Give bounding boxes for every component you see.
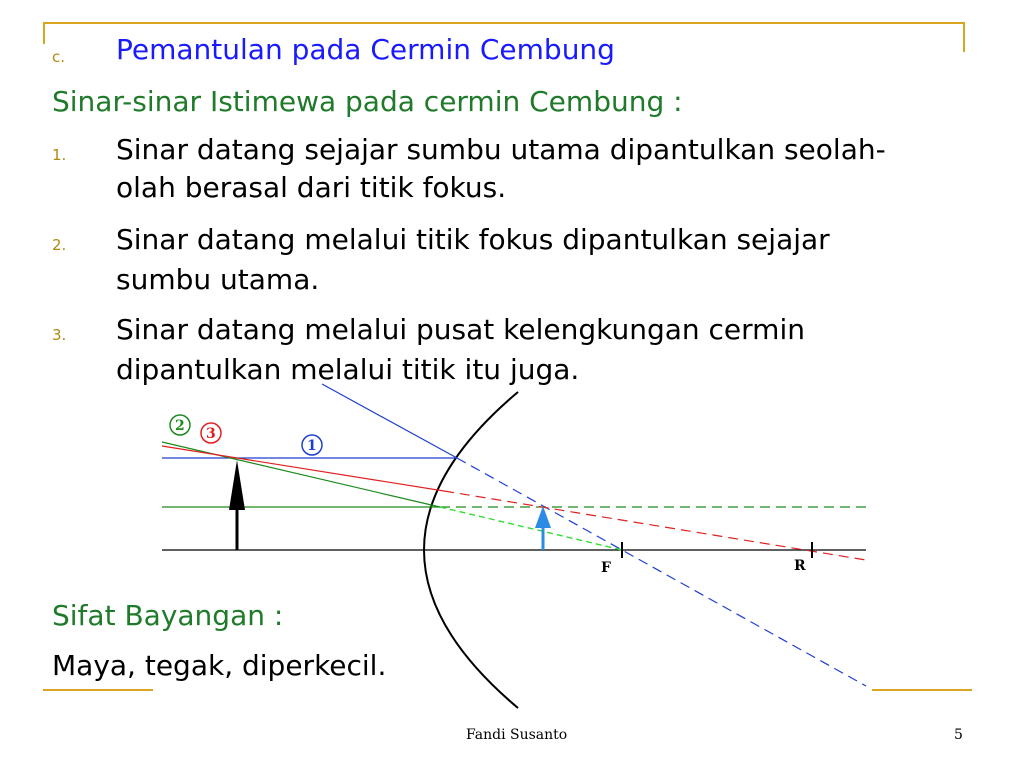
ray-3-label: 3 xyxy=(206,426,216,442)
item-3-line-2: dipantulkan melalui titik itu juga. xyxy=(116,353,580,386)
ray-2-virtual-extension xyxy=(440,507,622,550)
item-2-number: 2. xyxy=(52,236,67,254)
focus-label: F xyxy=(601,560,611,576)
ray-1-label: 1 xyxy=(307,438,317,454)
item-1-line-2: olah berasal dari titik fokus. xyxy=(116,171,507,204)
page-number: 5 xyxy=(954,727,963,743)
ray-3-incident xyxy=(162,446,444,491)
item-2-line-2: sumbu utama. xyxy=(116,263,320,296)
object-arrow-icon xyxy=(229,460,245,510)
properties-title: Sifat Bayangan : xyxy=(52,599,284,632)
center-label: R xyxy=(794,558,806,574)
properties-value: Maya, tegak, diperkecil. xyxy=(52,649,387,682)
item-2-line-1: Sinar datang melalui titik fokus dipantulkan sejajar xyxy=(116,223,830,256)
item-1-number: 1. xyxy=(52,146,67,164)
footer-author: Fandi Susanto xyxy=(466,727,568,743)
ray-1-reflected xyxy=(322,384,457,458)
subtitle: Sinar-sinar Istimewa pada cermin Cembung : xyxy=(52,85,683,118)
slide-heading: Pemantulan pada Cermin Cembung xyxy=(116,33,615,66)
ray-2-label: 2 xyxy=(175,418,185,434)
item-1-line-1: Sinar datang sejajar sumbu utama dipantulkan seolah- xyxy=(116,133,886,166)
ray-2-incident xyxy=(162,442,440,507)
item-3-number: 3. xyxy=(52,326,67,344)
item-3-line-1: Sinar datang melalui pusat kelengkungan cermin xyxy=(116,313,805,346)
heading-bullet: c. xyxy=(52,48,66,66)
